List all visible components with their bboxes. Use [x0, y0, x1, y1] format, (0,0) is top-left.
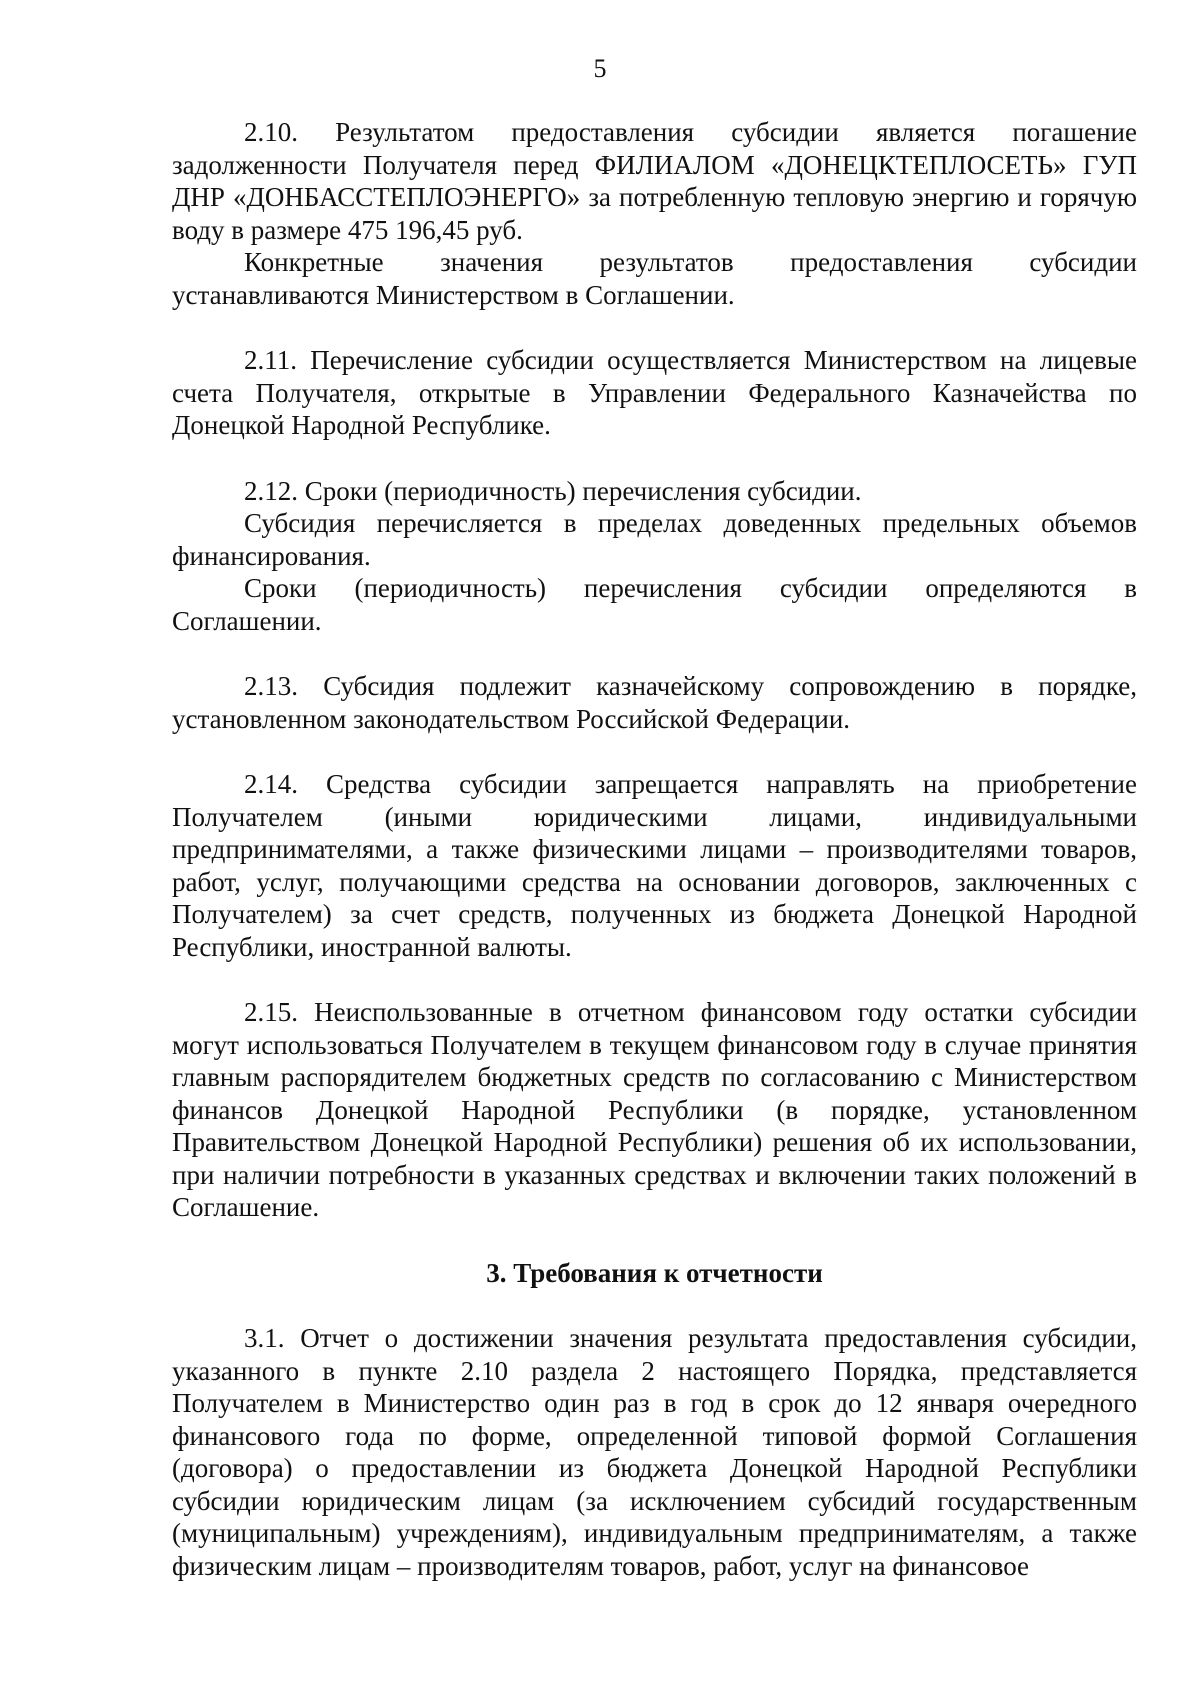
paragraph-3-1: 3.1. Отчет о достижении значения результата предоставления субсидии, указанного в пункте 2.10 раздела 2 настоящего Порядка, представляется Получателем в Министерство один раз в год в срок до 12 января очередного финансового года по форме, определенной типовой формой Соглашения (договора) о предоставлении из бюджета Донецкой Народной Республики субсидии юридическим лицам (за исключением субсидий государственным (муниципальным) учреждениям), индивидуальным предпринимателям, а также физическим лицам – производителям товаров, работ, услуг на финансовое [172, 1323, 1137, 1581]
paragraph-2-10: 2.10. Результатом предоставления субсидии является погашение задолженности Получателя перед ФИЛИАЛОМ «ДОНЕЦКТЕПЛОСЕТЬ» ГУП ДНР «ДОНБАССТЕПЛОЭНЕРГО» за потребленную тепловую энергию и горячую воду в размере 475 196,45 руб. [172, 117, 1137, 245]
paragraph-2-15: 2.15. Неиспользованные в отчетном финансовом году остатки субсидии могут использоваться Получателем в текущем финансовом году в случае принятия главным распорядителем бюджетных средств по согласованию с Министерством финансов Донецкой Народной Республики (в порядке, установленном Правительством Донецкой Народной Республики) решения об их использовании, при наличии потребности в указанных средствах и включении таких положений в Соглашение. [172, 997, 1137, 1222]
spacer [172, 311, 1137, 344]
document-body [172, 116, 1137, 1582]
section-heading-3: 3. Требования к отчетности [486, 1257, 823, 1288]
paragraph-2-13: 2.13. Субсидия подлежит казначейскому сопровождению в порядке, установленном законодательством Российской Федерации. [172, 671, 1137, 734]
paragraph-2-14: 2.14. Средства субсидии запрещается направлять на приобретение Получателем (иными юридическими лицами, индивидуальными предпринимателями, а также физическими лицами – производителями товаров, работ, услуг, получающими средства на основании договоров, заключенных с Получателем) за счет средств, полученных из бюджета Донецкой Народной Республики, иностранной валюты. [172, 769, 1137, 962]
spacer [172, 963, 1137, 996]
spacer [172, 442, 1137, 475]
spacer [172, 735, 1137, 768]
paragraph-2-11: 2.11. Перечисление субсидии осуществляется Министерством на лицевые счета Получателя, открытые в Управлении Федерального Казначейства по Донецкой Народной Республике. [172, 345, 1137, 440]
paragraph-2-12-limits: Субсидия перечисляется в пределах доведенных предельных объемов финансирования. [172, 508, 1137, 571]
spacer [172, 1289, 1137, 1322]
paragraph-2-12: 2.12. Сроки (периодичность) перечисления субсидии. [244, 475, 862, 506]
spacer [172, 637, 1137, 670]
paragraph-2-12-terms: Сроки (периодичность) перечисления субсидии определяются в Соглашении. [172, 573, 1137, 636]
spacer [172, 1224, 1137, 1257]
paragraph-2-10-results: Конкретные значения результатов предоставления субсидии устанавливаются Министерством в Соглашении. [172, 247, 1137, 310]
page-number: 5 [593, 54, 607, 83]
